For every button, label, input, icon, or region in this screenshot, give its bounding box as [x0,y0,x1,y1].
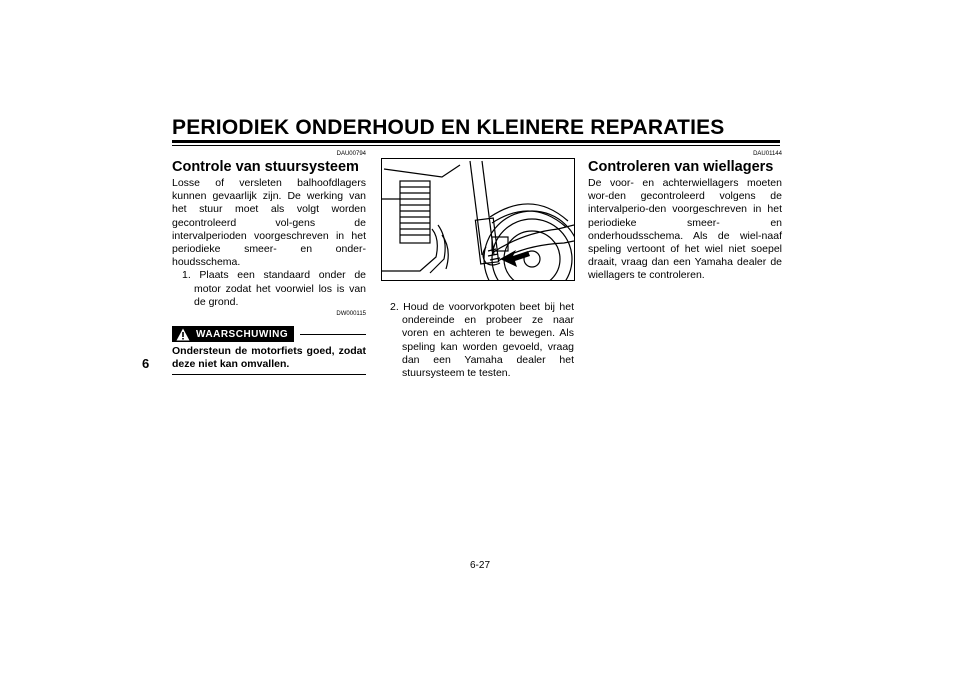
section-intro: Losse of versleten balhoofdlagers kunnen gevaarlijk zijn. De werking van het stuur moet als volgt worden gecontroleerd vol-gens de intervalperioden voorgeschreven in het periodieke smeer- en onder-houdsschema. [172,177,366,269]
motorcycle-front-wheel-drawing [382,159,574,280]
section-code: DAU00794 [336,151,366,157]
section-code-right: DAU01144 [753,151,782,157]
warning-label: WAARSCHUWING [196,328,289,340]
page-number: 6-27 [469,560,490,571]
section-heading: Controle van stuursysteem [172,159,359,175]
left-column [172,150,366,375]
step-1: 1. Plaats een standaard onder de motor zodat het voorwiel los is van de grond. [182,269,366,308]
warning-code: DW000115 [336,311,366,318]
warning-text: Ondersteun de motorfiets goed, zodat deze niet kan omvallen. [172,345,366,371]
right-column [588,150,782,283]
warning-rule [300,334,366,335]
warning-triangle-icon [176,328,190,341]
section-body-right: De voor- en achterwiellagers moeten wor-den gecontroleerd volgens de intervalperio-den voorgeschreven in het periodieke smeer- en onderhoudsschema. Als de wiel-naaf speling vertoont of het wiel niet soepel draait, vraag dan een Yamaha dealer de wiellagers te controleren. [588,177,782,282]
warning-header [172,325,366,343]
warning-end-rule [172,374,366,375]
middle-column [380,301,574,380]
chapter-tab: 6 [142,356,150,371]
step-2: 2. Houd de voorvorkpoten beet bij het ondereinde en probeer ze naar voren en achteren te bewegen. Als speling kan worden gevoeld, vraag dan een Yamaha dealer het stuursysteem te testen. [390,301,574,380]
page-header-title: PERIODIEK ONDERHOUD EN KLEINERE REPARATIES [172,116,725,139]
front-fork-illustration [381,158,575,281]
section-heading-right: Controleren van wiellagers [588,159,774,175]
header-rule-thick [172,140,780,143]
warning-badge [172,326,294,342]
header-rule-thin [172,145,780,146]
